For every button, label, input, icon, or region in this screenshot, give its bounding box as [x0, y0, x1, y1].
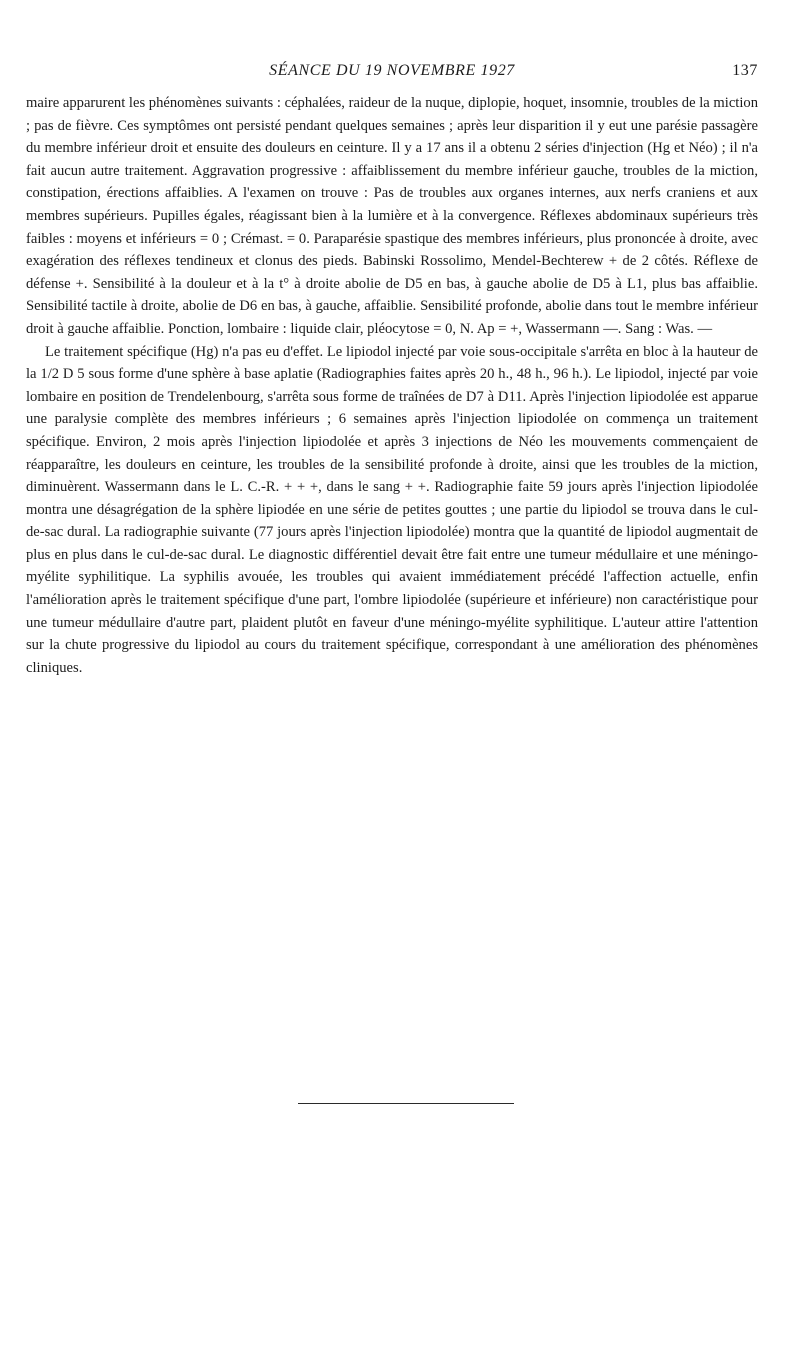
paragraph-treatment-and-diagnosis: Le traitement spécifique (Hg) n'a pas eu d'effet. Le lipiodol injecté par voie sous-occipitale s'arrêta en bloc à la hauteur de la 1/2 D 5 sous forme d'une sphère à base aplatie (Radiographies faites après 20 h., 48 h., 96 h.). Le lipiodol, injecté par voie lombaire en position de Trendelenbourg, s'arrêta sous forme de traînées de D7 à D11. Après l'injection lipiodolée est apparue une paralysie complète des membres inférieurs ; 6 semaines après l'injection lipiodolée on commença un traitement spécifique. Environ, 2 mois après l'injection lipiodolée et après 3 injections de Néo les mouvements commençaient de réapparaître, les douleurs en ceinture, les troubles de la sensibilité profonde à droite, ainsi que les troubles de la miction, diminuèrent. Wassermann dans le L. C.-R. + + +, dans le sang + +. Radiographie faite 59 jours après l'injection lipiodolée montra une désagrégation de la sphère lipiodée en une série de petites gouttes ; une partie du lipiodol se trouva dans le cul-de-sac dural. La radiographie suivante (77 jours après l'injection lipiodolée) montra que la quantité de lipiodol augmentait de plus en plus dans le cul-de-sac dural. Le diagnostic différentiel devait être fait entre une tumeur médullaire et une méningo-myélite syphilitique. La syphilis avouée, les troubles qui avaient immédiatement précédé l'affection actuelle, enfin l'amélioration après le traitement spécifique d'une part, l'ombre lipiodolée (supérieure et inférieure) non caractéristique pour une tumeur médullaire d'autre part, plaident plutôt en faveur d'une méningo-myélite syphilitique. L'auteur attire l'attention sur la chute progressive du lipiodol au cours du traitement spécifique, correspondant à une amélioration des phénomènes cliniques. — [26, 343, 758, 676]
body-text — [26, 92, 758, 679]
running-head — [26, 62, 758, 92]
end-rule — [298, 1103, 514, 1104]
running-title: SÉANCE DU 19 NOVEMBRE 1927 — [269, 62, 515, 79]
page-number: 137 — [732, 62, 758, 79]
paragraph-clinical-history: maire apparurent les phénomènes suivants : céphalées, raideur de la nuque, diplopie, hoquet, insomnie, troubles de la miction ; pas de fièvre. Ces symptômes ont persisté pendant quelques semaines ; après leur disparition il y eut une parésie passagère du membre inférieur droit et ensuite des douleurs en ceinture. Il y a 17 ans il a obtenu 2 séries d'injection (Hg et Néo) ; il n'a fait aucun autre traitement. Aggravation progressive : affaiblissement du membre inférieur gauche, troubles de la miction, constipation, érections affaiblies. A l'examen on trouve : Pas de troubles aux organes internes, aux nerfs craniens et aux membres supérieurs. Pupilles égales, réagissant bien à la lumière et à la convergence. Réflexes abdominaux supérieurs très faibles : moyens et inférieurs = 0 ; Crémast. = 0. Paraparésie spastique des membres inférieurs, plus prononcée à droite, avec exagération des réflexes tendineux et clonus des pieds. Babinski Rossolimo, Mendel-Bechterew + de 2 côtés. Réflexe de défense +. Sensibilité à la douleur et à la t° à droite abolie de D5 en bas, à gauche abolie de D5 à L1, plus bas affaiblie. Sensibilité tactile à droite, abolie de D6 en bas, à gauche, affaiblie. Sensibilité profonde, abolie dans tout le membre inférieur droit à gauche affaiblie. Ponction, lombaire : liquide clair, pléocytose = 0, N. Ap = +, Wassermann —. Sang : Was. — — [26, 95, 758, 337]
